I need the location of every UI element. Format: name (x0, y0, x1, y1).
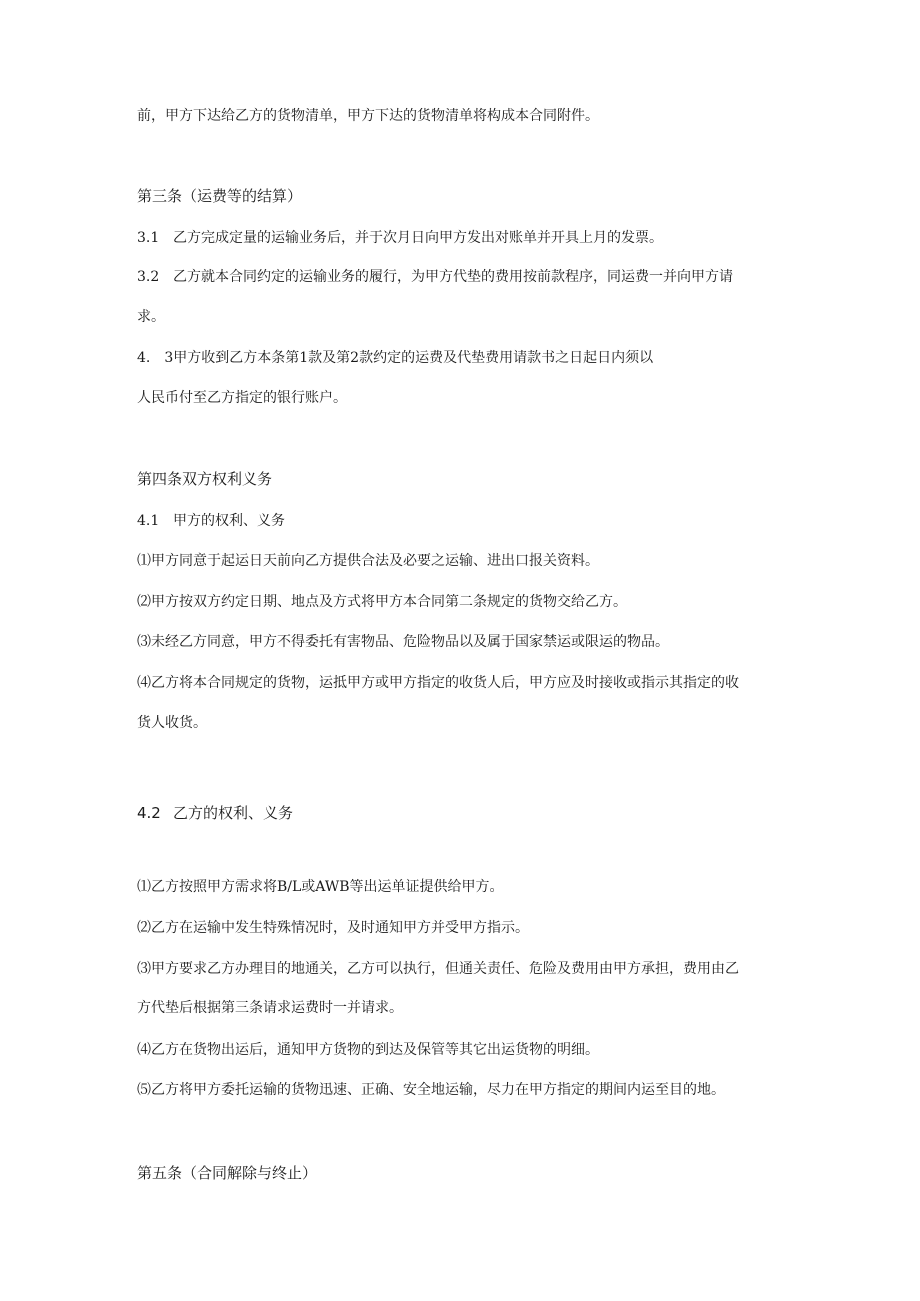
list-item: ⑷乙方将本合同规定的货物，运抵甲方或甲方指定的收货人后，甲方应及时接收或指示其指定的收 (137, 675, 739, 691)
clause-3-3-continuation: 人民币付至乙方指定的银行账户。 (137, 390, 347, 406)
clause-3-1 (137, 228, 663, 248)
section-4-1-title: 甲方的权利、义务 (173, 513, 285, 529)
list-item: ⑷乙方在货物出运后，通知甲方货物的到达及保管等其它出运货物的明细。 (137, 1042, 599, 1058)
section-4-2-title: 乙方的权利、义务 (173, 804, 294, 822)
list-item-continuation: 方代垫后根据第三条请求运费时一并请求。 (137, 1000, 403, 1016)
article3-heading: 第三条（运费等的结算） (137, 187, 303, 205)
clause-3-2-text: 乙方就本合同约定的运输业务的履行，为甲方代垫的费用按前款程序，同运费一并向甲方请 (173, 269, 733, 285)
article5-heading: 第五条（合同解除与终止） (137, 1164, 318, 1182)
clause-3-3: 4. 3甲方收到乙方本条第1款及第2款约定的运费及代垫费用请款书之日起日内须以 (137, 350, 654, 366)
list-item: ⑵甲方按双方约定日期、地点及方式将甲方本合同第二条规定的货物交给乙方。 (137, 594, 627, 610)
list-item: ⑸乙方将甲方委托运输的货物迅速、正确、安全地运输，尽力在甲方指定的期间内运至目的地。 (137, 1082, 725, 1098)
section-4-2-number: 4.2 (137, 804, 161, 822)
section-4-1-heading (137, 511, 285, 531)
list-item: ⑵乙方在运输中发生特殊情况时，及时通知甲方并受甲方指示。 (137, 920, 529, 936)
clause-3-2-number: 3.2 (137, 269, 160, 285)
clause-3-2-continuation: 求。 (137, 309, 165, 325)
clause-3-2 (137, 267, 733, 287)
list-item: ⑶甲方要求乙方办理目的地通关，乙方可以执行，但通关责任、危险及费用由甲方承担，费用由乙 (137, 961, 739, 977)
clause-3-1-number: 3.1 (137, 230, 160, 246)
list-item: ⑶未经乙方同意，甲方不得委托有害物品、危险物品以及属于国家禁运或限运的物品。 (137, 634, 669, 650)
list-item-continuation: 货人收货。 (137, 715, 207, 731)
list-item: ⑴乙方按照甲方需求将B/L或AWB等出运单证提供给甲方。 (137, 879, 504, 895)
list-item: ⑴甲方同意于起运日天前向乙方提供合法及必要之运输、进出口报关资料。 (137, 553, 599, 569)
clause-3-1-text: 乙方完成定量的运输业务后，并于次月日向甲方发出对账单并开具上月的发票。 (173, 230, 663, 246)
section-4-1-number: 4.1 (137, 513, 160, 529)
article2-tail-text: 前，甲方下达给乙方的货物清单，甲方下达的货物清单将构成本合同附件。 (137, 108, 599, 124)
article4-heading: 第四条双方权利义务 (137, 470, 273, 488)
section-4-2-heading (137, 803, 293, 823)
